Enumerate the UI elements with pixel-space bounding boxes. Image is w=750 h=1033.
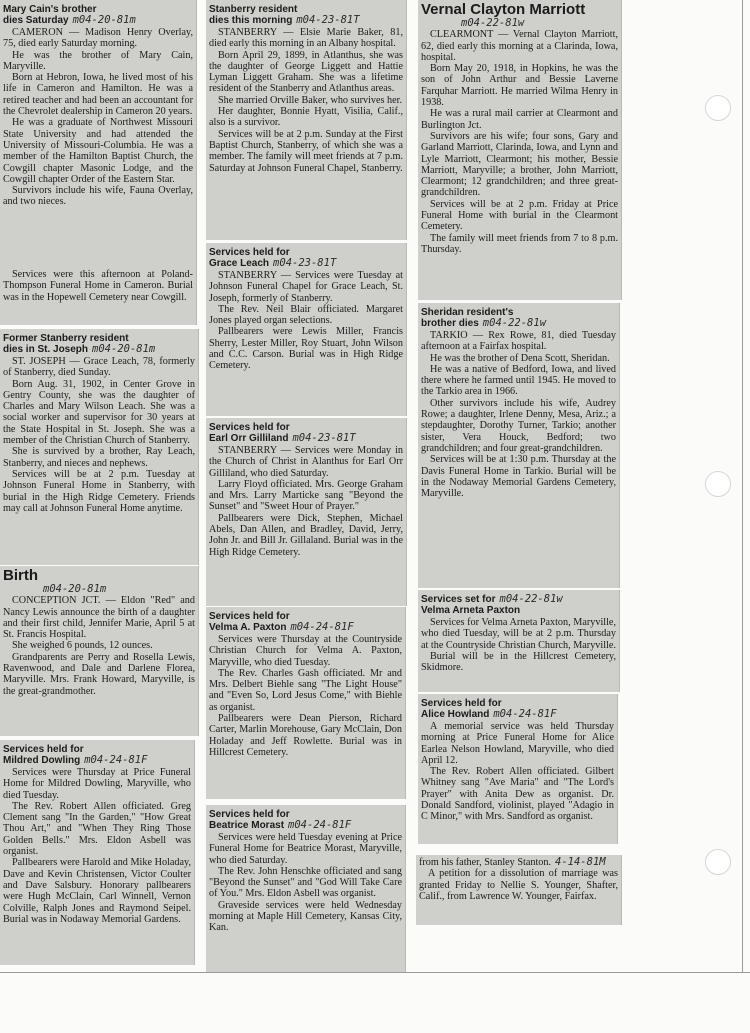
page-edge-line — [0, 972, 750, 973]
clipping-alice-howland — [418, 694, 618, 844]
paragraph: Services will be at 1:30 p.m. Thursday at the Davis Funeral Home in Tarkio. Burial will be in the Nodaway Memorial Gardens Cemetery, Maryville. — [421, 454, 616, 500]
page-edge-line-right — [742, 0, 743, 972]
paragraph: Larry Floyd officiated. Mrs. George Graham and Mrs. Larry Marticke sang "Beyond the Sunset" and "Sweet Hour of Prayer." — [209, 478, 403, 513]
clipping-younger-dissolution — [416, 855, 622, 925]
handwritten-date: m04-23-81T — [273, 257, 337, 269]
paragraph: CAMERON — Madison Henry Overlay, 75, died early Saturday morning. — [3, 27, 193, 50]
paragraph: Services will be at 2 p.m. Friday at Price Funeral Home with burial in the Clearmont Cemetery. — [421, 198, 618, 233]
paragraph: Born Aug. 31, 1902, in Center Grove in Gentry County, she was the daughter of Charles and Mary Wilson Leach. She was a social worker and supervisor for 30 years at the State Hospital in St. Joseph. She was a member of the Christian Church of Stanberry. — [3, 378, 195, 447]
headline: Services held for Mildred Dowling m04-24-81F — [3, 744, 148, 766]
paragraph: A memorial service was held Thursday morning at Price Funeral Home for Alice Earlea Nelson Howland, Maryville, who died April 12. — [421, 721, 614, 766]
paragraph: He was the brother of Dena Scott, Sheridan. — [430, 352, 610, 364]
clipping-birth — [0, 566, 199, 736]
handwritten-date: m04-24-81F — [84, 754, 148, 766]
headline: Services held for Velma A. Paxton m04-24-81F — [209, 611, 354, 633]
handwritten-date: m04-23-81T — [296, 14, 360, 26]
headline: Stanberry resident dies this morning m04-23-81T — [209, 4, 360, 26]
paragraph: CONCEPTION JCT. — Eldon "Red" and Nancy Lewis announce the birth of a daughter and their first child, Jennifer Marie, April 5 at St. Francis Hospital. — [3, 595, 195, 641]
handwritten-date: 4-14-81M — [555, 856, 606, 868]
paragraph: Graveside services were held Wednesday morning at Maple Hill Cemetery, Kansas City, Kan. — [209, 899, 402, 934]
paragraph: He was a rural mail carrier at Clearmont and Burlington Jct. — [421, 108, 618, 131]
clipping-mary-cain-brother-continued — [0, 267, 197, 325]
paragraph: Services for Velma Arneta Paxton, Maryville, who died Tuesday, will be at 2 p.m. Thursday at the Countryside Christian Church, Maryville. — [421, 617, 616, 651]
paragraph: Survivors are his wife; four sons, Gary and Garland Marriott, Clarinda, Iowa, and Lynn and Lyle Marriott, Clearmont; his mother, Bessie Marriott, Maryville; a brother, John Marriott, Clearmont; 12 grandchildren; and three great-grandchildren. — [421, 130, 618, 199]
paragraph: Pallbearers were Dean Pierson, Richard Carter, Marlin Morehouse, Gary McClain, Don Holaday and Jeff Rowlette. Burial was in Hillcrest Cemetery. — [209, 713, 402, 758]
paragraph: Services were Thursday at Price Funeral Home for Mildred Dowling, Maryville, who died Tuesday. — [3, 767, 191, 801]
headline: Birth — [3, 567, 38, 584]
paragraph: ST. JOSEPH — Grace Leach, 78, formerly of Stanberry, died Sunday. — [3, 356, 195, 379]
headline: Services set for m04-22-81w Velma Arneta Paxton — [421, 593, 563, 616]
handwritten-date: m04-20-81m — [43, 583, 107, 595]
handwritten-date: m04-22-81w — [499, 593, 563, 605]
paragraph: She weighed 6 pounds, 12 ounces. — [12, 640, 153, 652]
paragraph: A petition for a dissolution of marriage was granted Friday to Nellie S. Younger, Shafter, Calif., from Lawrence W. Younger, Fairfax. — [419, 868, 618, 902]
clipping-rex-rowe — [418, 303, 620, 588]
paragraph: Services were Thursday at the Countryside Christian Church for Velma A. Paxton, Maryville, who died Tuesday. — [209, 634, 402, 668]
paragraph: The Rev. Robert Allen officiated. Greg Clement sang "In the Garden," "How Great Thou Art," and "When They Ring Those Golden Bells." Mrs. Eldon Asbell was organist. — [3, 800, 191, 858]
paragraph: CLEARMONT — Vernal Clayton Marriott, 62, died early this morning at a Clarinda, Iowa, hospital. — [421, 29, 618, 63]
handwritten-date: m04-24-81F — [288, 819, 352, 831]
headline: Services held for Earl Orr Gilliland m04-23-81T — [209, 422, 356, 444]
paragraph: Born at Hebron, Iowa, he lived most of his life in Cameron and Hamilton. He was a retired teacher and had been an accountant for the Chevrolet dealership in Cameron 20 years. — [3, 72, 193, 118]
handwritten-date: m04-20-81m — [92, 343, 156, 355]
paragraph: She is survived by a brother, Ray Leach, Stanberry, and nieces and nephews. — [3, 446, 195, 469]
clipping-vernal-marriott — [418, 0, 622, 300]
paragraph: Survivors include his wife, Fauna Overlay, and two nieces. — [3, 185, 193, 208]
handwritten-date: m04-22-81w — [461, 17, 525, 29]
binder-hole-top — [705, 95, 731, 121]
handwritten-date: m04-24-81F — [493, 708, 557, 720]
paragraph: He was a native of Bedford, Iowa, and lived there where he farmed until 1945. He moved to the Tarkio area in 1966. — [421, 363, 616, 398]
headline: Sheridan resident's brother dies m04-22-81w — [421, 307, 547, 329]
headline: Mary Cain's brother dies Saturday m04-20-81m — [3, 4, 136, 26]
paragraph: STANBERRY — Services were Tuesday at Johnson Funeral Chapel for Grace Leach, St. Joseph, formerly of Stanberry. — [209, 270, 403, 304]
paragraph: The Rev. Charles Gash officiated. Mr and Mrs. Delbert Biehle sang "The Light House" and "Even So, Lord Jesus Come," with Biehle as organist. — [209, 667, 402, 713]
paragraph: Services will be at 2 p.m. Tuesday at Johnson Funeral Home in Stanberry, with burial in the High Ridge Cemetery. Friends may call at Johnson Funeral Home anytime. — [3, 468, 195, 514]
headline: Services held for Beatrice Morast m04-24-81F — [209, 809, 352, 831]
clipping-elsie-baker — [206, 0, 407, 240]
paragraph: The Rev. John Henschke officiated and sang "Beyond the Sunset" and "God Will Take Care of You." Mrs. Eldon Asbell was organist. — [209, 865, 402, 900]
paragraph: Grandparents are Perry and Rosella Lewis, Ravenwood, and Dale and Darlene Florea, Maryville. Mrs. Frank Howard, Maryville, is the great-grandmother. — [3, 651, 195, 697]
paragraph: The Rev. Neil Blair officiated. Margaret Jones played organ selections. — [209, 303, 403, 327]
handwritten-date: m04-24-81F — [290, 621, 354, 633]
paragraph: Her daughter, Bonnie Hyatt, Visilia, Calif., also is a survivor. — [209, 106, 403, 129]
paragraph: STANBERRY — Services were Monday in the Church of Christ in Alanthus for Earl Orr Gilliland, who died Saturday. — [209, 445, 403, 479]
handwritten-date: m04-22-81w — [482, 317, 547, 329]
paragraph: Pallbearers were Lewis Miller, Francis Sherry, Lester Miller, Roy Stuart, John Wilson and C.C. Carson. Burial was in High Ridge Cemetery. — [209, 326, 403, 372]
headline: Former Stanberry resident dies in St. Joseph m04-20-81m — [3, 333, 156, 355]
clipping-earl-gilliland — [206, 418, 407, 606]
paragraph: The family will meet friends from 7 to 8 p.m. Thursday. — [421, 232, 618, 255]
paragraph: Pallbearers were Harold and Mike Holaday, Dave and Kevin Christensen, Victor Coulter and Dave Salsbury. Honorary pallbearers were Hugh McClain, Carl Winnell, Vernon Colville, Ralph Jones and Raymond Seipel. Burial was in Nodaway Memorial Gardens. — [3, 857, 191, 925]
paragraph: TARKIO — Rex Rowe, 81, died Tuesday afternoon at a Fairfax hospital. — [421, 330, 616, 353]
paragraph: Services were this afternoon at Poland-Thompson Funeral Home in Cameron. Burial was in the Hopewell Cemetery near Cowgill. — [3, 269, 193, 303]
paragraph: Burial will be in the Hillcrest Cemetery, Skidmore. — [421, 650, 616, 674]
paragraph: He was the brother of Mary Cain, Maryville. — [3, 49, 193, 72]
paragraph: STANBERRY — Elsie Marie Baker, 81, died early this morning in an Albany hospital. — [209, 27, 403, 50]
clipping-grace-leach-services — [206, 243, 407, 416]
paragraph: Born April 29, 1899, in Atlanthus, she was the daughter of George Liggett and Hattie Lyman Liggett Graham. She was a lifetime resident of the Stanberry and Atlanthus areas. — [209, 49, 403, 95]
headline: Services held for Alice Howland m04-24-81F — [421, 698, 557, 720]
paragraph: from his father, Stanley Stanton. 4-14-81M — [419, 856, 606, 868]
clipping-velma-arneta-paxton — [418, 590, 620, 692]
clipping-beatrice-morast — [206, 805, 406, 972]
paragraph: Born May 20, 1918, in Hopkins, he was the son of John Arthur and Bessie Laverne Farquhar Marriott. He married Wilma Henry in 1938. — [421, 63, 618, 109]
clipping-velma-paxton-services — [206, 607, 406, 799]
clipping-mildred-dowling — [0, 740, 195, 965]
paragraph: The Rev. Robert Allen officiated. Gilbert Whitney sang "Ave Maria" and "The Lord's Prayer" with Anita Dew as organist. Dr. Donald Sandford, violinist, played "Adagio in C Minor," with Mrs. Sandford as organist. — [421, 766, 614, 823]
paragraph: Pallbearers were Dick, Stephen, Michael Abels, Dan Allen, and Bradley, David, Jerry, John Jr. and Bill Jr. Gillaland. Burial was in the High Ridge Cemetery. — [209, 512, 403, 558]
headline: Services held for Grace Leach m04-23-81T — [209, 247, 337, 269]
headline: Vernal Clayton Marriott — [421, 1, 586, 18]
paragraph: Services were held Tuesday evening at Price Funeral Home for Beatrice Morast, Maryville, who died Saturday. — [209, 832, 402, 866]
binder-hole-bottom — [705, 849, 731, 875]
paragraph: Services will be at 2 p.m. Sunday at the First Baptist Church, Stanberry, of which she was a member. The family will meet friends at 7 p.m. Saturday at Johnson Funeral Chapel, Stanberry. — [209, 128, 403, 174]
paragraph: She married Orville Baker, who survives her. — [218, 94, 403, 106]
paragraph: He was a graduate of Northwest Missouri State University and had attended the University of Missouri-Columbia. He was a member of the Hamilton Baptist Church, the Cowgill chapter Masonic Lodge, and the Cowgill chapter Order of the Eastern Star. — [3, 117, 193, 185]
paragraph: Other survivors include his wife, Audrey Rowe; a daughter, Irlene Denny, Mesa, Ariz.; a stepdaughter, Dorothy Turner, Tarkio; another sister, Vera Houck, Bedford; two grandchildren; and four great-grandchildren. — [421, 397, 616, 454]
handwritten-date: m04-23-81T — [292, 432, 356, 444]
binder-hole-middle — [705, 471, 731, 497]
clipping-grace-leach-death — [0, 329, 199, 565]
clipping-mary-cain-brother — [0, 0, 197, 267]
handwritten-date: m04-20-81m — [72, 14, 136, 26]
